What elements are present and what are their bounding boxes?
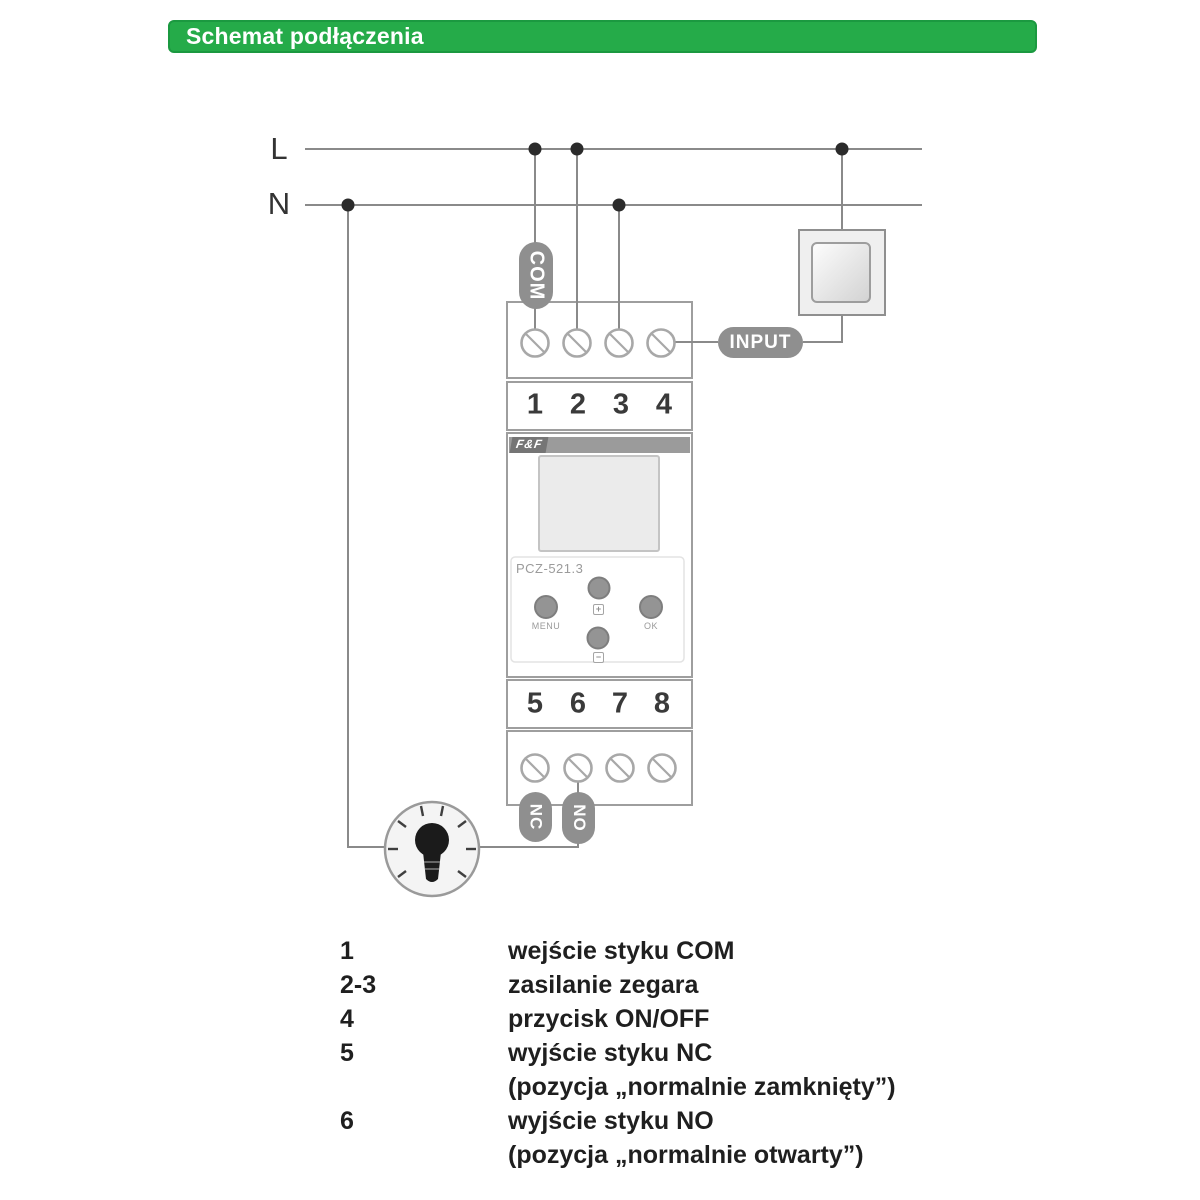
device-model-label: PCZ-521.3: [516, 561, 584, 576]
input-tag-label: INPUT: [729, 331, 792, 353]
wire-n-to-bulb: [348, 205, 386, 847]
relay-device-outline: [507, 302, 692, 805]
legend-terminal-ref: 1: [340, 936, 354, 965]
legend-terminal-ref: 4: [340, 1004, 354, 1033]
wall-switch-icon: [799, 230, 885, 315]
no-tag-label: NO: [569, 804, 589, 832]
terminal-number-1: 1: [526, 388, 544, 421]
legend-row: [340, 934, 896, 968]
legend-row: [340, 1104, 896, 1138]
n-line-label: N: [267, 186, 291, 221]
nc-tag-label: NC: [526, 803, 546, 831]
terminal-number-3: 3: [612, 388, 630, 421]
device-display: [539, 456, 659, 551]
legend-description: wejście styku COM: [508, 936, 735, 965]
legend: [340, 934, 896, 1172]
legend-description: wyjście styku NC: [508, 1038, 713, 1067]
legend-row: [340, 1036, 896, 1070]
terminal-number-4: 4: [655, 388, 673, 421]
legend-row: [340, 968, 896, 1002]
section-title: Schemat podłączenia: [186, 23, 424, 49]
legend-description: przycisk ON/OFF: [508, 1004, 710, 1033]
terminal-number-5: 5: [526, 687, 544, 720]
com-tag-label: COM: [525, 250, 548, 301]
legend-description: (pozycja „normalnie otwarty”): [508, 1140, 864, 1169]
nc-tag: [519, 792, 552, 842]
light-bulb-icon: [385, 802, 479, 896]
terminal-number-8: 8: [653, 687, 671, 720]
terminal-number-6: 6: [569, 687, 587, 720]
legend-terminal-ref: 6: [340, 1106, 354, 1135]
minus-icon: −: [593, 652, 604, 663]
terminal-number-7: 7: [611, 687, 629, 720]
wire-switch-to-input: [803, 315, 842, 342]
com-tag: [519, 242, 553, 309]
no-tag: [562, 792, 595, 844]
junction-dots: [342, 143, 849, 212]
menu-button-label: MENU: [531, 621, 561, 631]
input-tag: [718, 327, 803, 358]
l-line-label: L: [270, 131, 288, 166]
ok-button: [640, 596, 662, 618]
legend-description: zasilanie zegara: [508, 970, 699, 999]
ok-button-label: OK: [643, 621, 659, 631]
brand-logo: F&F: [510, 437, 549, 453]
terminal-number-2: 2: [569, 388, 587, 421]
legend-terminal-ref: 2-3: [340, 970, 377, 999]
plus-button: [589, 578, 610, 599]
legend-row: [340, 1002, 896, 1036]
legend-row: [340, 1138, 896, 1172]
plus-icon: +: [593, 604, 604, 615]
legend-terminal-ref: 5: [340, 1038, 354, 1067]
minus-button: [588, 628, 609, 649]
legend-row: [340, 1070, 896, 1104]
legend-description: (pozycja „normalnie zamknięty”): [508, 1072, 896, 1101]
legend-description: wyjście styku NO: [508, 1106, 714, 1135]
menu-button: [535, 596, 557, 618]
